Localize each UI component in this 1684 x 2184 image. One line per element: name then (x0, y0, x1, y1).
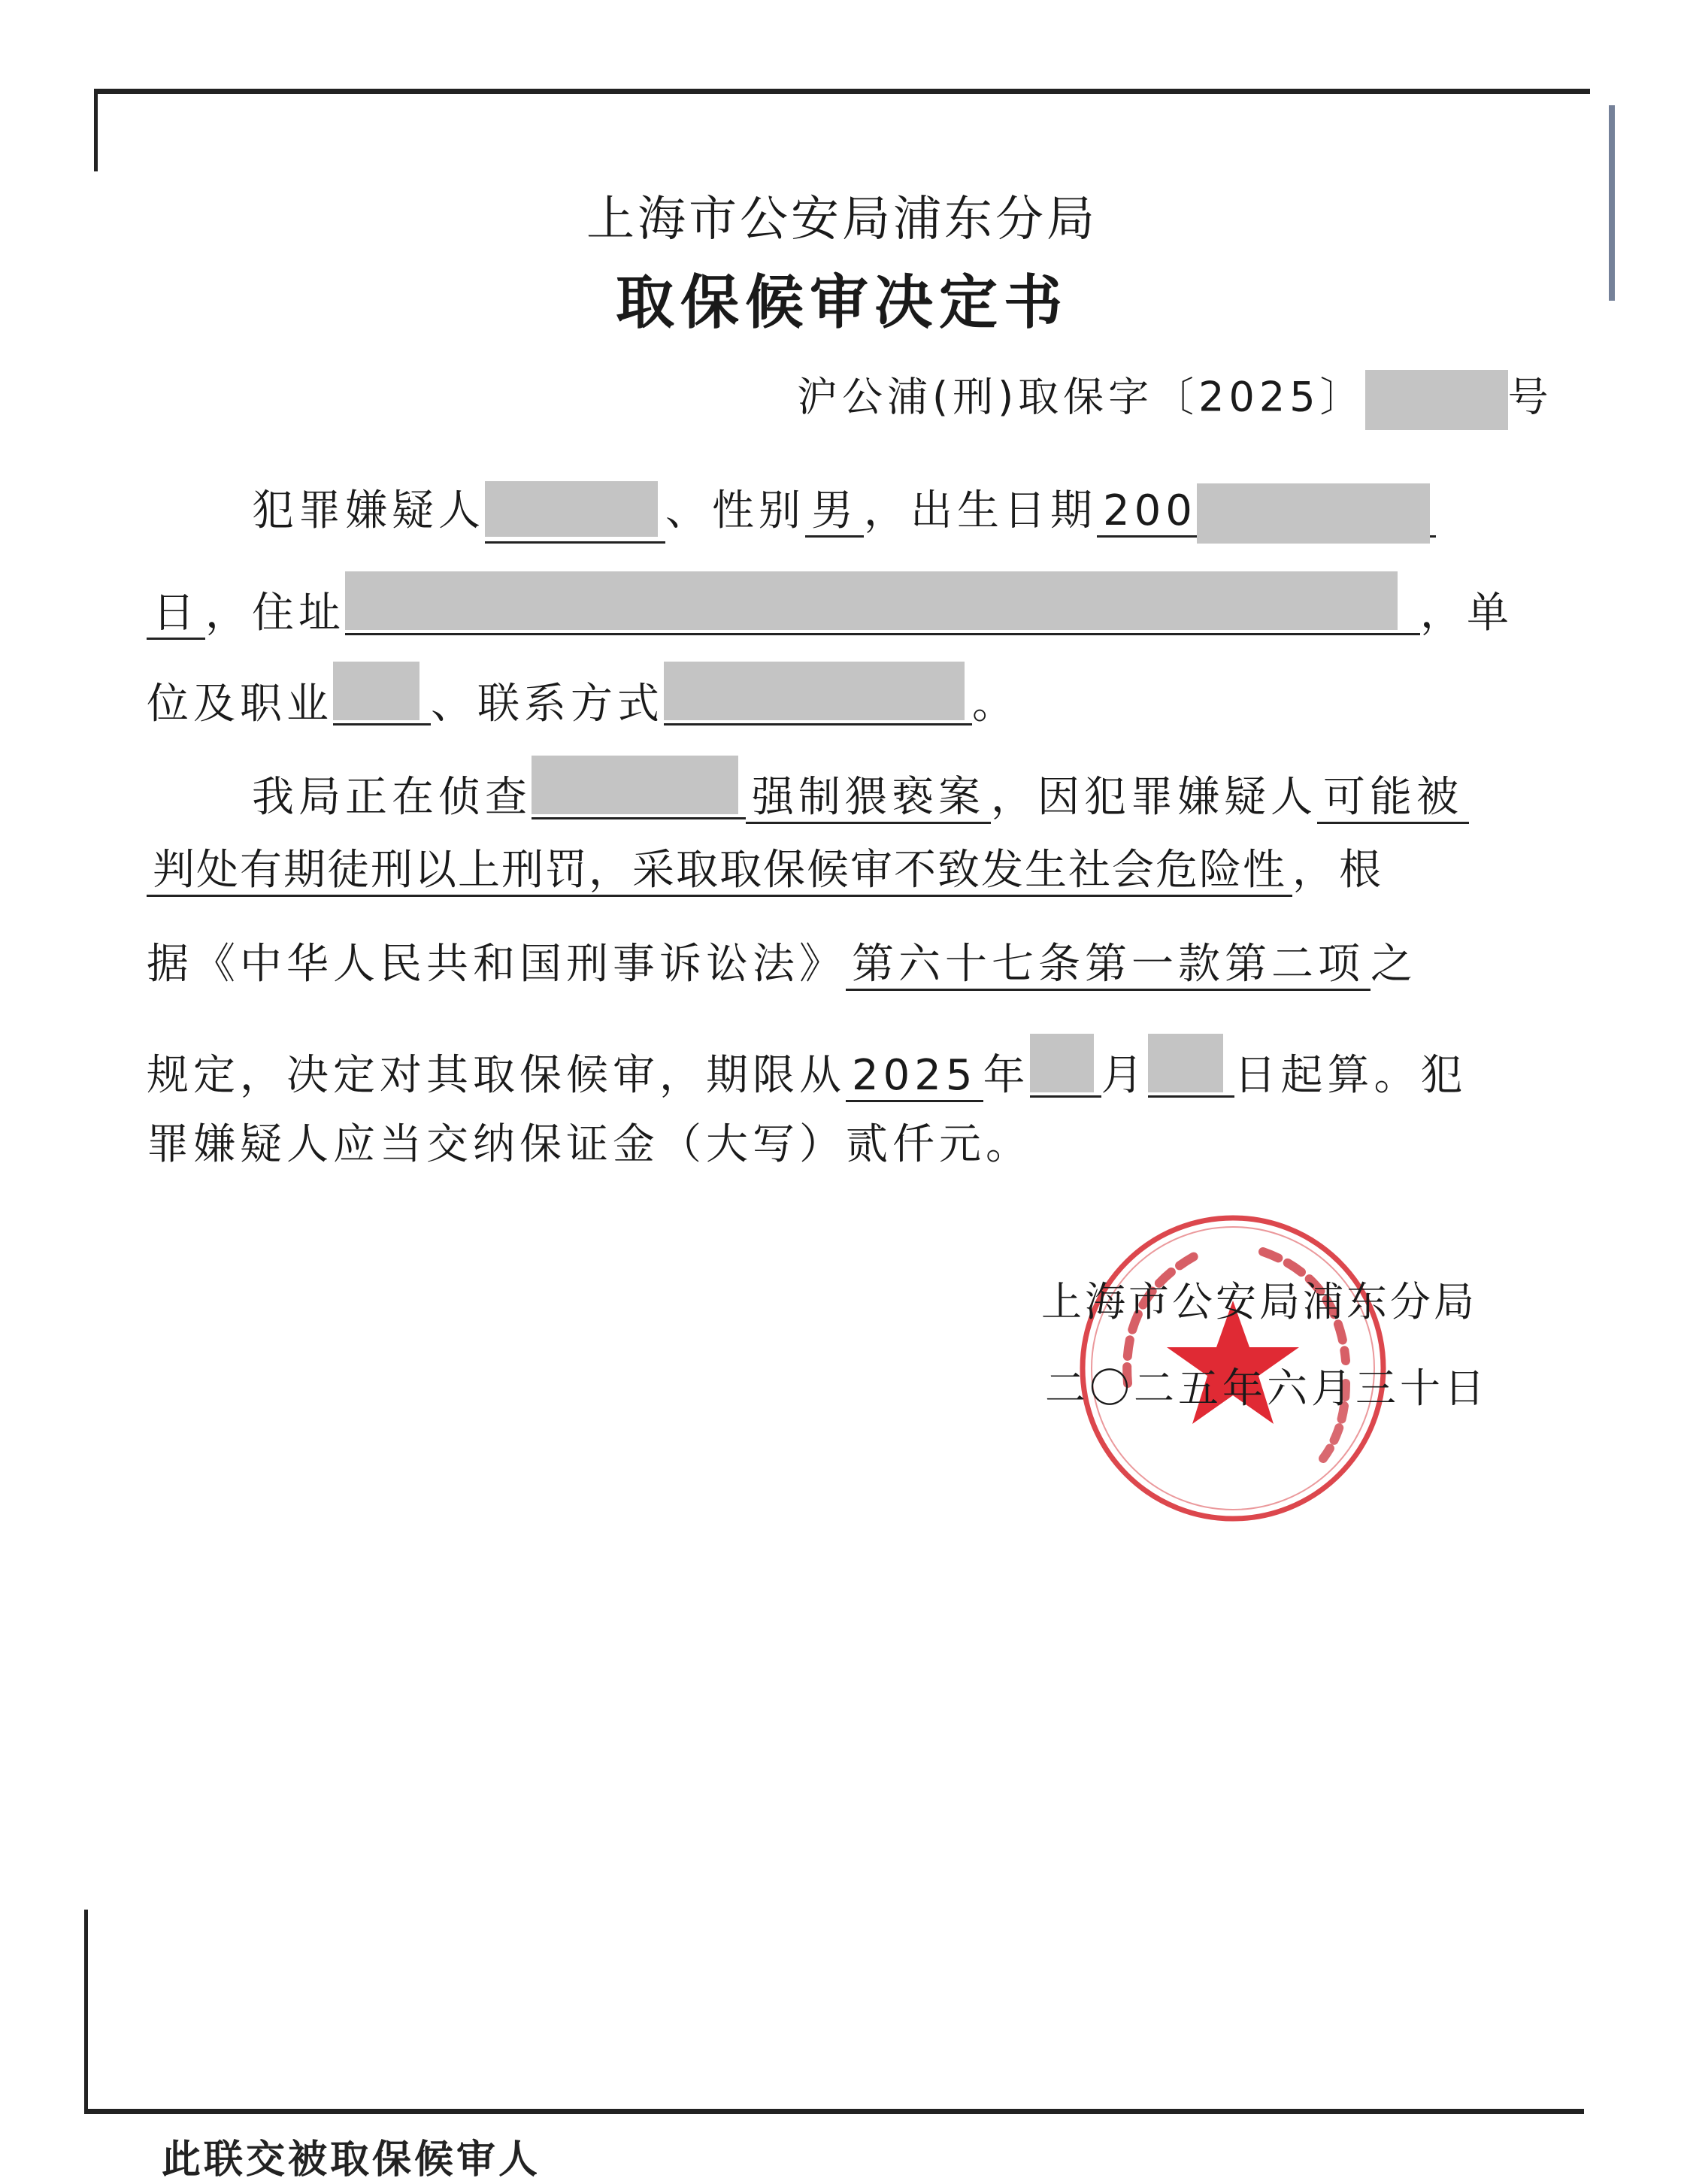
line2-tail: ，单 (1420, 589, 1513, 638)
frame-left-line-top (94, 89, 98, 171)
month-char: 月 (1101, 1051, 1148, 1100)
paragraph2-line4 (147, 1034, 1467, 1098)
paragraph2-line3 (147, 940, 1417, 989)
label-address: ，住址 (205, 589, 345, 638)
frame-left-line-bottom (84, 1910, 88, 2113)
bail-amount-text: 罪嫌疑人应当交纳保证金（大写）贰仟元。 (147, 1120, 1032, 1169)
investigating-text: 我局正在侦查 (252, 773, 532, 822)
document-number (797, 370, 1553, 430)
line3-end: 。 (972, 680, 1019, 729)
redacted-contact (664, 662, 972, 725)
agency-heading: 上海市公安局浦东分局 (586, 192, 1098, 247)
redacted-birthdate (1197, 483, 1430, 544)
paragraph1-line3 (147, 662, 1019, 729)
decision-text: 规定，决定对其取保候审，期限从 (147, 1051, 846, 1100)
because-text: ，因犯罪嫌疑人 (991, 773, 1317, 822)
redacted-case-detail (532, 756, 746, 819)
label-birthdate: ，出生日期 (864, 486, 1097, 536)
paragraph2-line5 (147, 1120, 1032, 1169)
paragraph2-line1 (252, 756, 1469, 822)
redacted-doc-number (1365, 370, 1508, 430)
document-title: 取保候审决定书 (615, 268, 1068, 337)
law-name: 据《中华人民共和国刑事诉讼法》 (147, 940, 846, 989)
case-type: 强制猥亵案 (746, 773, 991, 824)
footer-note: 此联交被取保候审人 (162, 2137, 541, 2182)
reason-part1: 可能被 (1317, 773, 1469, 824)
law-article: 第六十七条第一款第二项 (846, 940, 1371, 991)
label-suspect: 犯罪嫌疑人 (252, 486, 485, 536)
label-work-unit: 位及职业 (147, 680, 333, 729)
redacted-suspect-name (485, 481, 665, 544)
label-contact: 、联系方式 (431, 680, 664, 729)
document-number-suffix: 号 (1507, 373, 1553, 421)
birthdate-value (1097, 486, 1436, 538)
birthdate-day: 日 (147, 589, 205, 640)
law-tail: 之 (1371, 940, 1417, 989)
frame-top-line (94, 89, 1590, 94)
document-number-prefix: 沪公浦(刑)取保字〔2025〕 (797, 373, 1365, 421)
frame-bottom-line (84, 2109, 1584, 2114)
redacted-work-unit (333, 662, 431, 725)
year-char: 年 (983, 1051, 1030, 1100)
redacted-day (1148, 1034, 1234, 1098)
redacted-address (345, 571, 1420, 635)
signature-agency: 上海市公安局浦东分局 (1041, 1278, 1477, 1325)
redacted-month (1030, 1034, 1101, 1098)
paragraph1-line1 (252, 481, 1436, 544)
line-end-gen: ，根 (1292, 846, 1386, 895)
signature-date: 二〇二五年六月三十日 (1045, 1365, 1489, 1412)
gender-value: 男 (805, 486, 864, 538)
reason-part2: 判处有期徒刑以上刑罚，采取取保候审不致发生社会危险性 (147, 846, 1292, 897)
paragraph1-line2 (147, 571, 1513, 638)
start-year: 2025 (846, 1051, 983, 1102)
day-tail: 日起算。犯 (1234, 1051, 1467, 1100)
label-gender: 、性别 (665, 486, 805, 536)
paragraph2-line2 (147, 846, 1386, 895)
birthdate-prefix: 200 (1103, 486, 1197, 536)
